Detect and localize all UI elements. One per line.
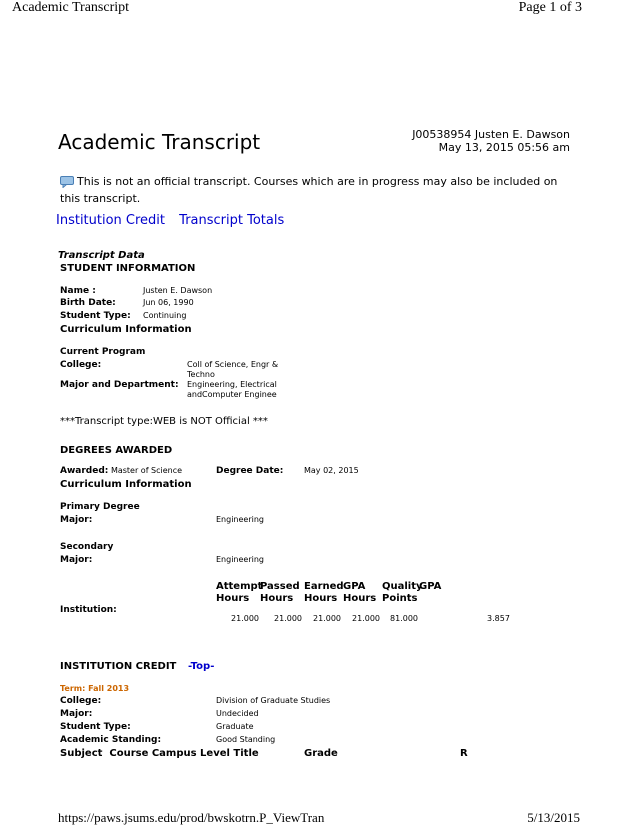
term-college: Division of Graduate Studies — [216, 696, 331, 705]
secondary-major-label: Major: — [60, 555, 93, 565]
totals-header-gpa — [419, 581, 441, 593]
grade-column-header: Grade — [304, 748, 338, 759]
print-header-page: Page 1 of 3 — [518, 0, 582, 15]
term-major-label: Major: — [60, 709, 93, 719]
course-columns-header: Subject Course Campus Level Title — [60, 748, 259, 759]
print-footer-date: 5/13/2015 — [527, 810, 580, 825]
awarded-degree: Master of Science — [110, 466, 183, 475]
major-department-label: Major and Department: — [60, 380, 179, 390]
earned-line2: Hours — [304, 593, 338, 604]
student-type-label: Student Type: — [60, 311, 131, 321]
quality-line1: Quality — [382, 581, 423, 592]
totals-header-passed — [260, 581, 300, 605]
degree-curriculum-heading: Curriculum Information — [60, 479, 192, 490]
gpa-line1: GPA — [419, 581, 442, 592]
academic-standing-label: Academic Standing: — [60, 735, 162, 745]
totals-header-earned — [304, 581, 344, 605]
transcript-data-label: Transcript Data — [58, 250, 145, 261]
print-footer-url: https://paws.jsums.edu/prod/bwskotrn.P_ViewTran — [58, 810, 325, 825]
passed-line1: Passed — [260, 581, 300, 592]
institution-credit-link[interactable]: Institution Credit — [56, 213, 166, 228]
awarded-row — [60, 466, 182, 476]
r-column-header: R — [460, 748, 468, 759]
primary-major-label: Major: — [60, 515, 93, 525]
name-label: Name : — [60, 286, 96, 296]
total-earned-hours: 21.000 — [313, 614, 341, 623]
institution-row-label: Institution: — [60, 605, 117, 615]
gpa-hours-line2: Hours — [343, 593, 377, 604]
total-quality-points: 81.000 — [390, 614, 418, 623]
student-id-block — [412, 128, 570, 154]
totals-header-attempt — [216, 581, 262, 605]
student-info-heading: STUDENT INFORMATION — [60, 263, 196, 274]
notice-text: This is not an official transcript. Courses which are in progress may also be included on this transcript. — [60, 175, 558, 205]
unofficial-notice — [60, 175, 560, 206]
quality-line2: Points — [382, 593, 418, 604]
student-name: Justen E. Dawson — [143, 286, 213, 295]
total-gpa: 3.857 — [487, 614, 510, 623]
term-label: Term: Fall 2013 — [60, 684, 130, 693]
academic-standing: Good Standing — [216, 735, 276, 744]
birth-date-label: Birth Date: — [60, 298, 116, 308]
student-id-line: J00538954 Justen E. Dawson — [412, 128, 570, 141]
major-department-value: Engineering, Electrical andComputer Enginee — [187, 380, 277, 399]
secondary-label: Secondary — [60, 542, 114, 552]
total-gpa-hours: 21.000 — [352, 614, 380, 623]
gpa-hours-line1: GPA — [343, 581, 366, 592]
degree-date: May 02, 2015 — [304, 466, 359, 475]
curriculum-heading: Curriculum Information — [60, 324, 192, 335]
page-title: Academic Transcript — [58, 130, 261, 154]
top-link[interactable]: -Top- — [188, 661, 215, 672]
totals-header-gpa-hours — [343, 581, 376, 605]
passed-line2: Hours — [260, 593, 294, 604]
transcript-type-notice: ***Transcript type:WEB is NOT Official *** — [60, 416, 268, 427]
attempt-line2: Hours — [216, 593, 250, 604]
timestamp: May 13, 2015 05:56 am — [438, 141, 570, 154]
term-student-type-label: Student Type: — [60, 722, 131, 732]
earned-line1: Earned — [304, 581, 344, 592]
totals-header-quality — [382, 581, 423, 605]
awarded-label: Awarded: — [60, 466, 109, 476]
info-comment-icon — [60, 176, 74, 192]
total-passed-hours: 21.000 — [274, 614, 302, 623]
secondary-major: Engineering — [216, 555, 264, 564]
total-attempt-hours: 21.000 — [231, 614, 259, 623]
college-label: College: — [60, 360, 102, 370]
student-type: Continuing — [143, 311, 187, 320]
term-student-type: Graduate — [216, 722, 254, 731]
attempt-line1: Attempt — [216, 581, 263, 592]
term-major: Undecided — [216, 709, 259, 718]
print-header-title: Academic Transcript — [12, 0, 130, 15]
primary-major: Engineering — [216, 515, 264, 524]
section-links — [56, 213, 294, 228]
degrees-awarded-heading: DEGREES AWARDED — [60, 445, 173, 456]
college-value: Coll of Science, Engr & Techno — [187, 360, 279, 379]
birth-date: Jun 06, 1990 — [143, 298, 194, 307]
transcript-totals-link[interactable]: Transcript Totals — [179, 213, 285, 228]
degree-date-label: Degree Date: — [216, 466, 284, 476]
current-program-label: Current Program — [60, 347, 146, 357]
institution-credit-heading: INSTITUTION CREDIT — [60, 661, 177, 672]
primary-degree-label: Primary Degree — [60, 502, 140, 512]
term-college-label: College: — [60, 696, 102, 706]
